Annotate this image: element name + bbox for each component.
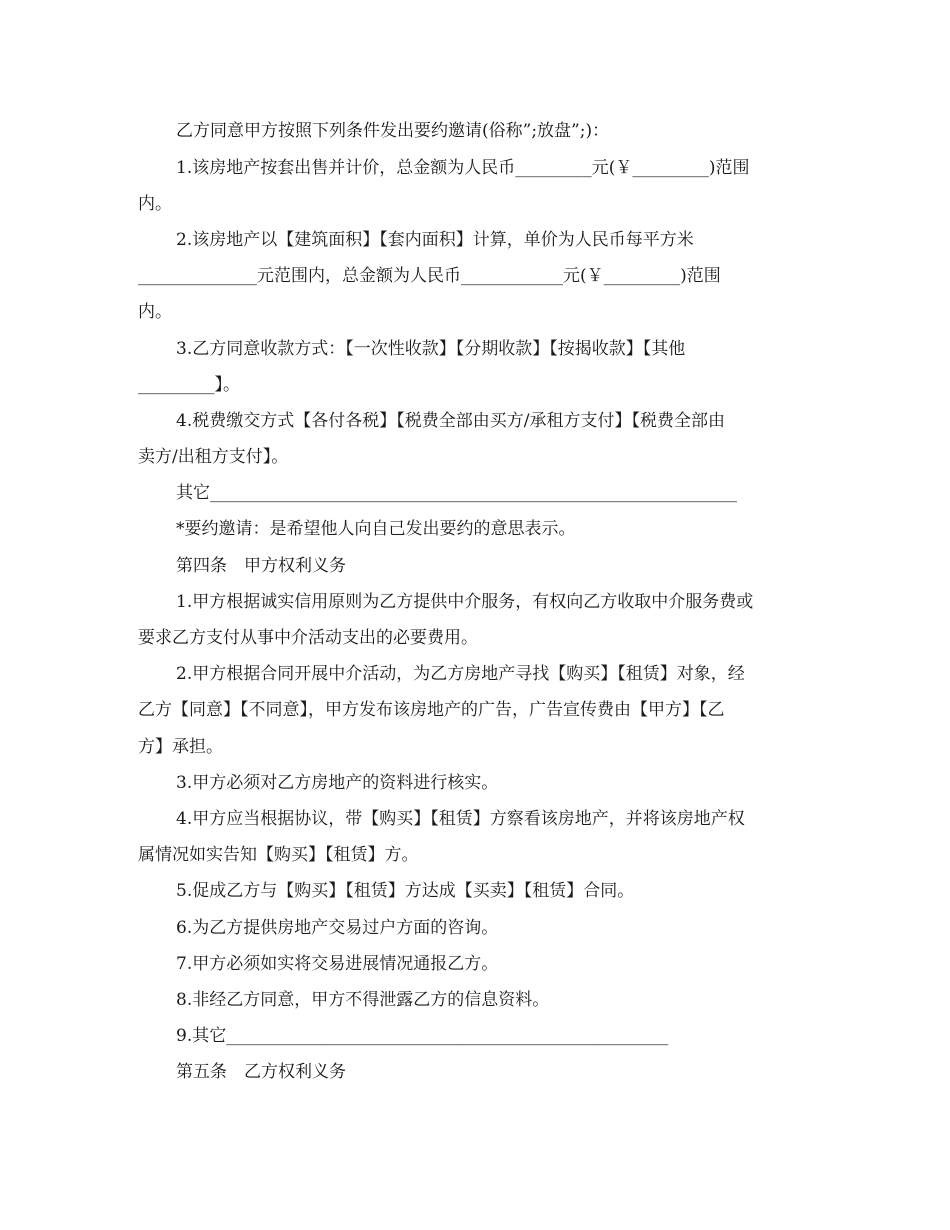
clause-2-line-1: 2.该房地产以【建筑面积】【套内面积】计算，单价为人民币每平方米 bbox=[176, 230, 694, 250]
definition-note: *要约邀请：是希望他人向自己发出要约的意思表示。 bbox=[176, 519, 576, 539]
article-4-heading: 第四条 甲方权利义务 bbox=[176, 556, 346, 576]
a4-item-4-line-2: 属情况如实告知【购买】【租赁】方。 bbox=[138, 845, 419, 865]
clause-4-line-2: 卖方/出租方支付】。 bbox=[138, 447, 289, 467]
clause-3-line-1: 3.乙方同意收款方式：【一次性收款】【分期收款】【按揭收款】【其他 bbox=[176, 339, 686, 359]
a4-item-2-line-2: 乙方【同意】【不同意】，甲方发布该房地产的广告，广告宣传费由【甲方】【乙 bbox=[138, 700, 725, 720]
a4-item-6: 6.为乙方提供房地产交易过户方面的咨询。 bbox=[176, 918, 499, 938]
clause-1-line-2: 内。 bbox=[138, 194, 172, 214]
a4-item-7: 7.甲方必须如实将交易进展情况通报乙方。 bbox=[176, 954, 499, 974]
clause-4-line-1: 4.税费缴交方式【各付各税】【税费全部由买方/承租方支付】【税费全部由 bbox=[176, 411, 725, 431]
a4-item-4-line-1: 4.甲方应当根据协议，带【购买】【租赁】方察看该房地产，并将该房地产权 bbox=[176, 809, 745, 829]
a4-item-1-line-1: 1.甲方根据诚实信用原则为乙方提供中介服务，有权向乙方收取中介服务费或 bbox=[176, 592, 754, 612]
other-line: 其它______________________________________________________________ bbox=[176, 483, 737, 503]
paragraph-intro: 乙方同意甲方按照下列条件发出要约邀请(俗称”;放盘”;)： bbox=[176, 121, 610, 141]
a4-item-9: 9.其它____________________________________________________ bbox=[176, 1026, 669, 1046]
clause-2-line-3: 内。 bbox=[138, 302, 172, 322]
a4-item-3: 3.甲方必须对乙方房地产的资料进行核实。 bbox=[176, 773, 499, 793]
a4-item-2-line-3: 方】承担。 bbox=[138, 737, 223, 757]
a4-item-8: 8.非经乙方同意，甲方不得泄露乙方的信息资料。 bbox=[176, 990, 550, 1010]
a4-item-5: 5.促成乙方与【购买】【租赁】方达成【买卖】【租赁】合同。 bbox=[176, 881, 635, 901]
a4-item-1-line-2: 要求乙方支付从事中介活动支出的必要费用。 bbox=[138, 628, 478, 648]
clause-2-line-2: ______________元范围内，总金额为人民币____________元(￥_________)范围 bbox=[138, 266, 721, 286]
clause-1-line-1: 1.该房地产按套出售并计价，总金额为人民币_________元(￥_________)范围 bbox=[176, 158, 750, 178]
article-5-heading: 第五条 乙方权利义务 bbox=[176, 1062, 346, 1082]
clause-3-line-2: _________】。 bbox=[138, 375, 240, 395]
a4-item-2-line-1: 2.甲方根据合同开展中介活动，为乙方房地产寻找【购买】【租赁】对象，经 bbox=[176, 664, 745, 684]
